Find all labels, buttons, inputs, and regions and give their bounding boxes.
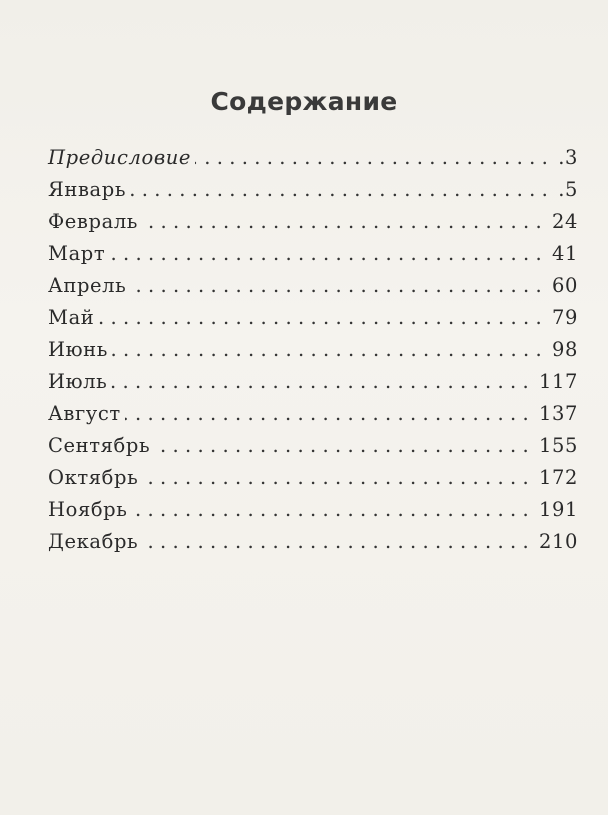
toc-entry-label: Январь	[48, 178, 127, 201]
dot-leader	[154, 434, 537, 457]
dot-leader	[142, 530, 537, 553]
dot-leader	[98, 306, 550, 329]
toc-entry-label: Декабрь	[48, 530, 139, 553]
toc-entry-page: 155	[538, 434, 578, 457]
toc-entry-page: 117	[538, 370, 578, 393]
toc-entry	[48, 402, 578, 434]
dot-leader	[142, 210, 550, 233]
toc-entry-label: Предисловие	[48, 146, 192, 169]
dot-leader	[130, 178, 556, 201]
toc-entry	[48, 274, 578, 306]
toc-entry-page: 191	[538, 498, 578, 521]
dot-leader	[112, 338, 550, 361]
toc-entry-page: 172	[538, 466, 578, 489]
toc-entry-page: 79	[551, 306, 578, 329]
toc-entry	[48, 466, 578, 498]
dot-leader	[130, 274, 550, 297]
toc-entry-label: Февраль	[48, 210, 139, 233]
toc-entry-label: Октябрь	[48, 466, 139, 489]
toc-entry	[48, 242, 578, 274]
toc-entry	[48, 370, 578, 402]
toc-entry-page: 24	[551, 210, 578, 233]
toc-entry	[48, 338, 578, 370]
toc-entry	[48, 146, 578, 178]
toc-entry-label: Май	[48, 306, 95, 329]
toc-entry-page: 41	[551, 242, 578, 265]
toc-entry-label: Апрель	[48, 274, 127, 297]
toc-entry	[48, 434, 578, 466]
toc-entry-label: Март	[48, 242, 106, 265]
toc-entry	[48, 210, 578, 242]
dot-leader	[111, 370, 537, 393]
table-of-contents	[48, 146, 578, 562]
toc-entry-page: .3	[558, 146, 578, 169]
page-title: Содержание	[210, 86, 398, 116]
dot-leader	[142, 466, 537, 489]
toc-entry-page: 210	[538, 530, 578, 553]
toc-entry-page: 98	[551, 338, 578, 361]
toc-entry-label: Июль	[48, 370, 108, 393]
toc-entry-page: 60	[551, 274, 578, 297]
toc-entry-label: Июнь	[48, 338, 108, 361]
toc-entry-label: Август	[48, 402, 121, 425]
toc-entry	[48, 498, 578, 530]
toc-entry-page: .5	[558, 178, 578, 201]
dot-leader	[195, 146, 556, 169]
toc-entry	[48, 530, 578, 562]
toc-entry	[48, 178, 578, 210]
toc-entry-page: 137	[538, 402, 578, 425]
toc-entry-label: Сентябрь	[48, 434, 151, 457]
dot-leader	[125, 402, 537, 425]
toc-entry-label: Ноябрь	[48, 498, 128, 521]
toc-entry	[48, 306, 578, 338]
dot-leader	[109, 242, 550, 265]
dot-leader	[132, 498, 537, 521]
